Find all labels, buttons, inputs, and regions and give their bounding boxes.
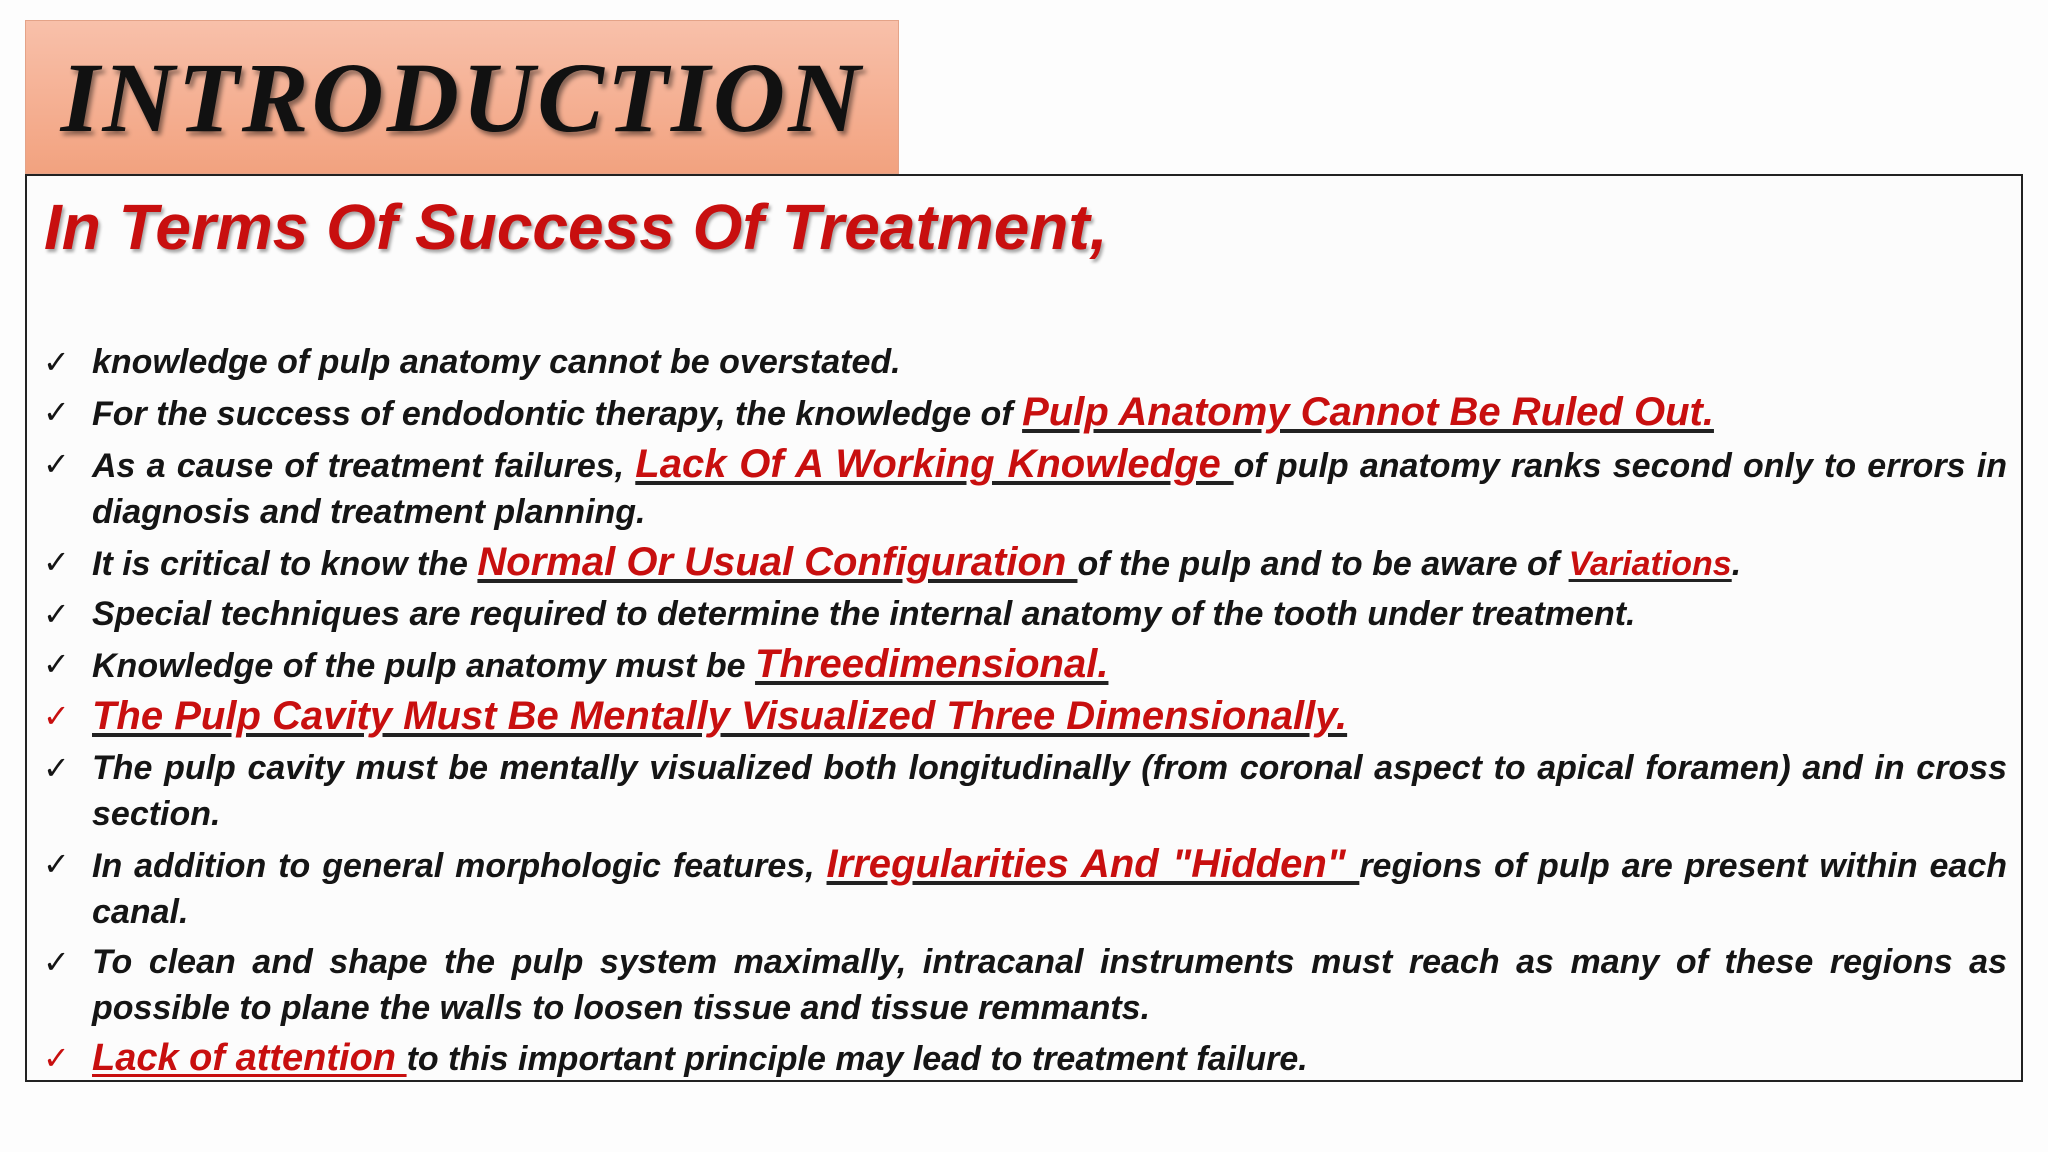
list-item — [39, 693, 2019, 741]
checkmark-icon: ✓ — [43, 1039, 70, 1077]
page-title: INTRODUCTION — [60, 41, 864, 153]
item-text: Special techniques are required to determine the internal anatomy of the tooth under treatment. — [92, 595, 1636, 633]
item-text: As a cause of treatment failures, — [92, 447, 636, 485]
item-text: regions of pulp are present within each canal. — [92, 847, 2007, 931]
item-highlight: Pulp Anatomy Cannot Be Ruled Out. — [1022, 390, 1714, 434]
list-item — [39, 339, 2019, 385]
item-text: to this important principle may lead to treatment failure. — [406, 1040, 1308, 1078]
checkmark-icon: ✓ — [43, 943, 70, 981]
checkmark-icon: ✓ — [43, 393, 70, 431]
item-highlight: Normal Or Usual Configuration — [477, 540, 1078, 584]
list-item — [39, 1035, 2019, 1082]
title-banner — [25, 20, 899, 174]
checkmark-icon: ✓ — [43, 845, 70, 883]
checkmark-icon: ✓ — [43, 697, 70, 735]
bullet-list — [39, 339, 2019, 1086]
content-panel — [25, 174, 2023, 1082]
item-text: To clean and shape the pulp system maximally, intracanal instruments must reach as many of these regions as possible to plane the walls to loosen tissue and tissue remmants. — [92, 943, 2007, 1027]
checkmark-icon: ✓ — [43, 343, 70, 381]
list-item — [39, 841, 2019, 935]
checkmark-icon: ✓ — [43, 445, 70, 483]
checkmark-icon: ✓ — [43, 543, 70, 581]
item-text: The pulp cavity must be mentally visualized both longitudinally (from coronal aspect to apical foramen) and in cross section. — [92, 749, 2007, 833]
checkmark-icon: ✓ — [43, 595, 70, 633]
item-text: of pulp anatomy ranks second only to errors in diagnosis and treatment planning. — [92, 447, 2007, 531]
section-subtitle: In Terms Of Success Of Treatment, — [44, 191, 1108, 263]
list-item — [39, 539, 2019, 587]
item-highlight: Variations — [1568, 545, 1732, 583]
item-highlight: Lack of attention — [92, 1037, 407, 1079]
item-highlight: Irregularities And "Hidden" — [826, 842, 1360, 886]
item-text: of the pulp and to be aware of — [1077, 545, 1569, 583]
list-item — [39, 389, 2019, 437]
item-text: In addition to general morphologic features, — [92, 847, 827, 885]
item-text: For the success of endodontic therapy, the knowledge of — [92, 395, 1023, 433]
list-item — [39, 939, 2019, 1031]
list-item — [39, 591, 2019, 637]
item-text: . — [1731, 545, 1742, 583]
checkmark-icon: ✓ — [43, 749, 70, 787]
item-highlight: Threedimensional. — [755, 642, 1109, 686]
item-text: It is critical to know the — [92, 545, 478, 583]
list-item — [39, 745, 2019, 837]
item-highlight: Lack Of A Working Knowledge — [635, 442, 1234, 486]
item-text: Knowledge of the pulp anatomy must be — [92, 647, 756, 685]
item-text: knowledge of pulp anatomy cannot be overstated. — [92, 343, 901, 381]
list-item — [39, 641, 2019, 689]
item-highlight: The Pulp Cavity Must Be Mentally Visualized Three Dimensionally. — [92, 694, 1348, 738]
list-item — [39, 441, 2019, 535]
checkmark-icon: ✓ — [43, 645, 70, 683]
